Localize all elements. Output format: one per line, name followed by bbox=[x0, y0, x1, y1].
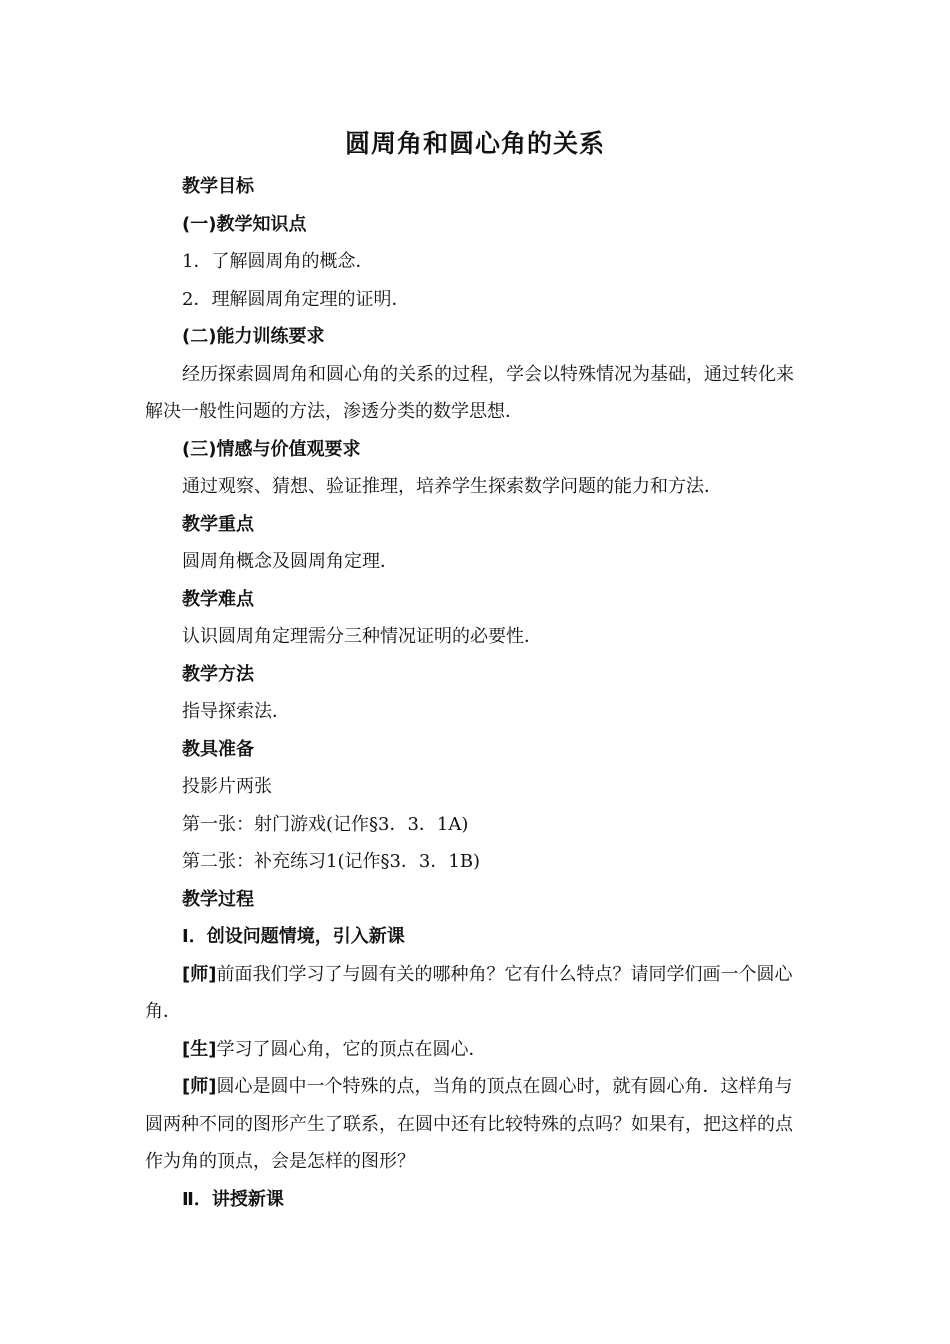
knowledge-item-2: 2．理解圆周角定理的证明． bbox=[182, 288, 410, 310]
section-heading-goals: 教学目标 bbox=[182, 176, 254, 197]
method-paragraph: 指导探索法． bbox=[182, 701, 290, 722]
section-heading-tools: 教具准备 bbox=[182, 738, 254, 760]
section-heading-emotion: (三)情感与价值观要求 bbox=[182, 438, 361, 460]
teacher-tag: [师] bbox=[182, 1076, 217, 1097]
section-heading-process: 教学过程 bbox=[182, 888, 254, 910]
section-heading-method: 教学方法 bbox=[182, 663, 254, 685]
section-heading-ability: (二)能力训练要求 bbox=[182, 326, 325, 347]
ability-paragraph: 经历探索圆周角和圆心角的关系的过程，学会以特殊情况为基础，通过转化来解决一般性问题的方法，渗透分类的数学思想． bbox=[145, 363, 794, 422]
tools-item-1: 投影片两张 bbox=[182, 776, 272, 797]
dialog-text: 圆心是圆中一个特殊的点，当角的顶点在圆心时，就有圆心角．这样角与圆两种不同的图形产生了联系，在圆中还有比较特殊的点吗？如果有，把这样的点作为角的顶点，会是怎样的图形？ bbox=[145, 1076, 793, 1172]
section-heading-key: 教学重点 bbox=[182, 513, 254, 535]
section-heading-difficulty: 教学难点 bbox=[182, 588, 254, 610]
teacher-tag: [师] bbox=[182, 963, 217, 985]
student-tag: [生] bbox=[182, 1038, 217, 1060]
step-heading-2: Ⅱ．讲授新课 bbox=[182, 1188, 284, 1210]
dialog-teacher-1 bbox=[145, 956, 810, 1031]
tools-item-2: 第一张：射门游戏(记作§3．3．1A) bbox=[182, 813, 469, 835]
emotion-paragraph: 通过观察、猜想、验证推理，培养学生探索数学问题的能力和方法． bbox=[182, 476, 722, 497]
page-title: 圆周角和圆心角的关系 bbox=[344, 129, 605, 158]
dialog-student-1 bbox=[145, 1031, 810, 1069]
knowledge-item-1: 1．了解圆周角的概念． bbox=[182, 251, 374, 272]
step-heading-1: Ⅰ．创设问题情境，引入新课 bbox=[182, 926, 405, 947]
dialog-text: 前面我们学习了与圆有关的哪种角？它有什么特点？请同学们画一个圆心角． bbox=[145, 963, 793, 1022]
dialog-teacher-2 bbox=[145, 1068, 810, 1181]
difficulty-paragraph: 认识圆周角定理需分三种情况证明的必要性． bbox=[182, 626, 542, 647]
section-heading-knowledge: (一)教学知识点 bbox=[182, 213, 307, 235]
document-body bbox=[145, 168, 810, 1218]
dialog-text: 学习了圆心角，它的顶点在圆心． bbox=[216, 1038, 487, 1060]
key-paragraph: 圆周角概念及圆周角定理． bbox=[182, 551, 398, 572]
tools-item-3: 第二张：补充练习1(记作§3．3．1B) bbox=[182, 851, 481, 872]
